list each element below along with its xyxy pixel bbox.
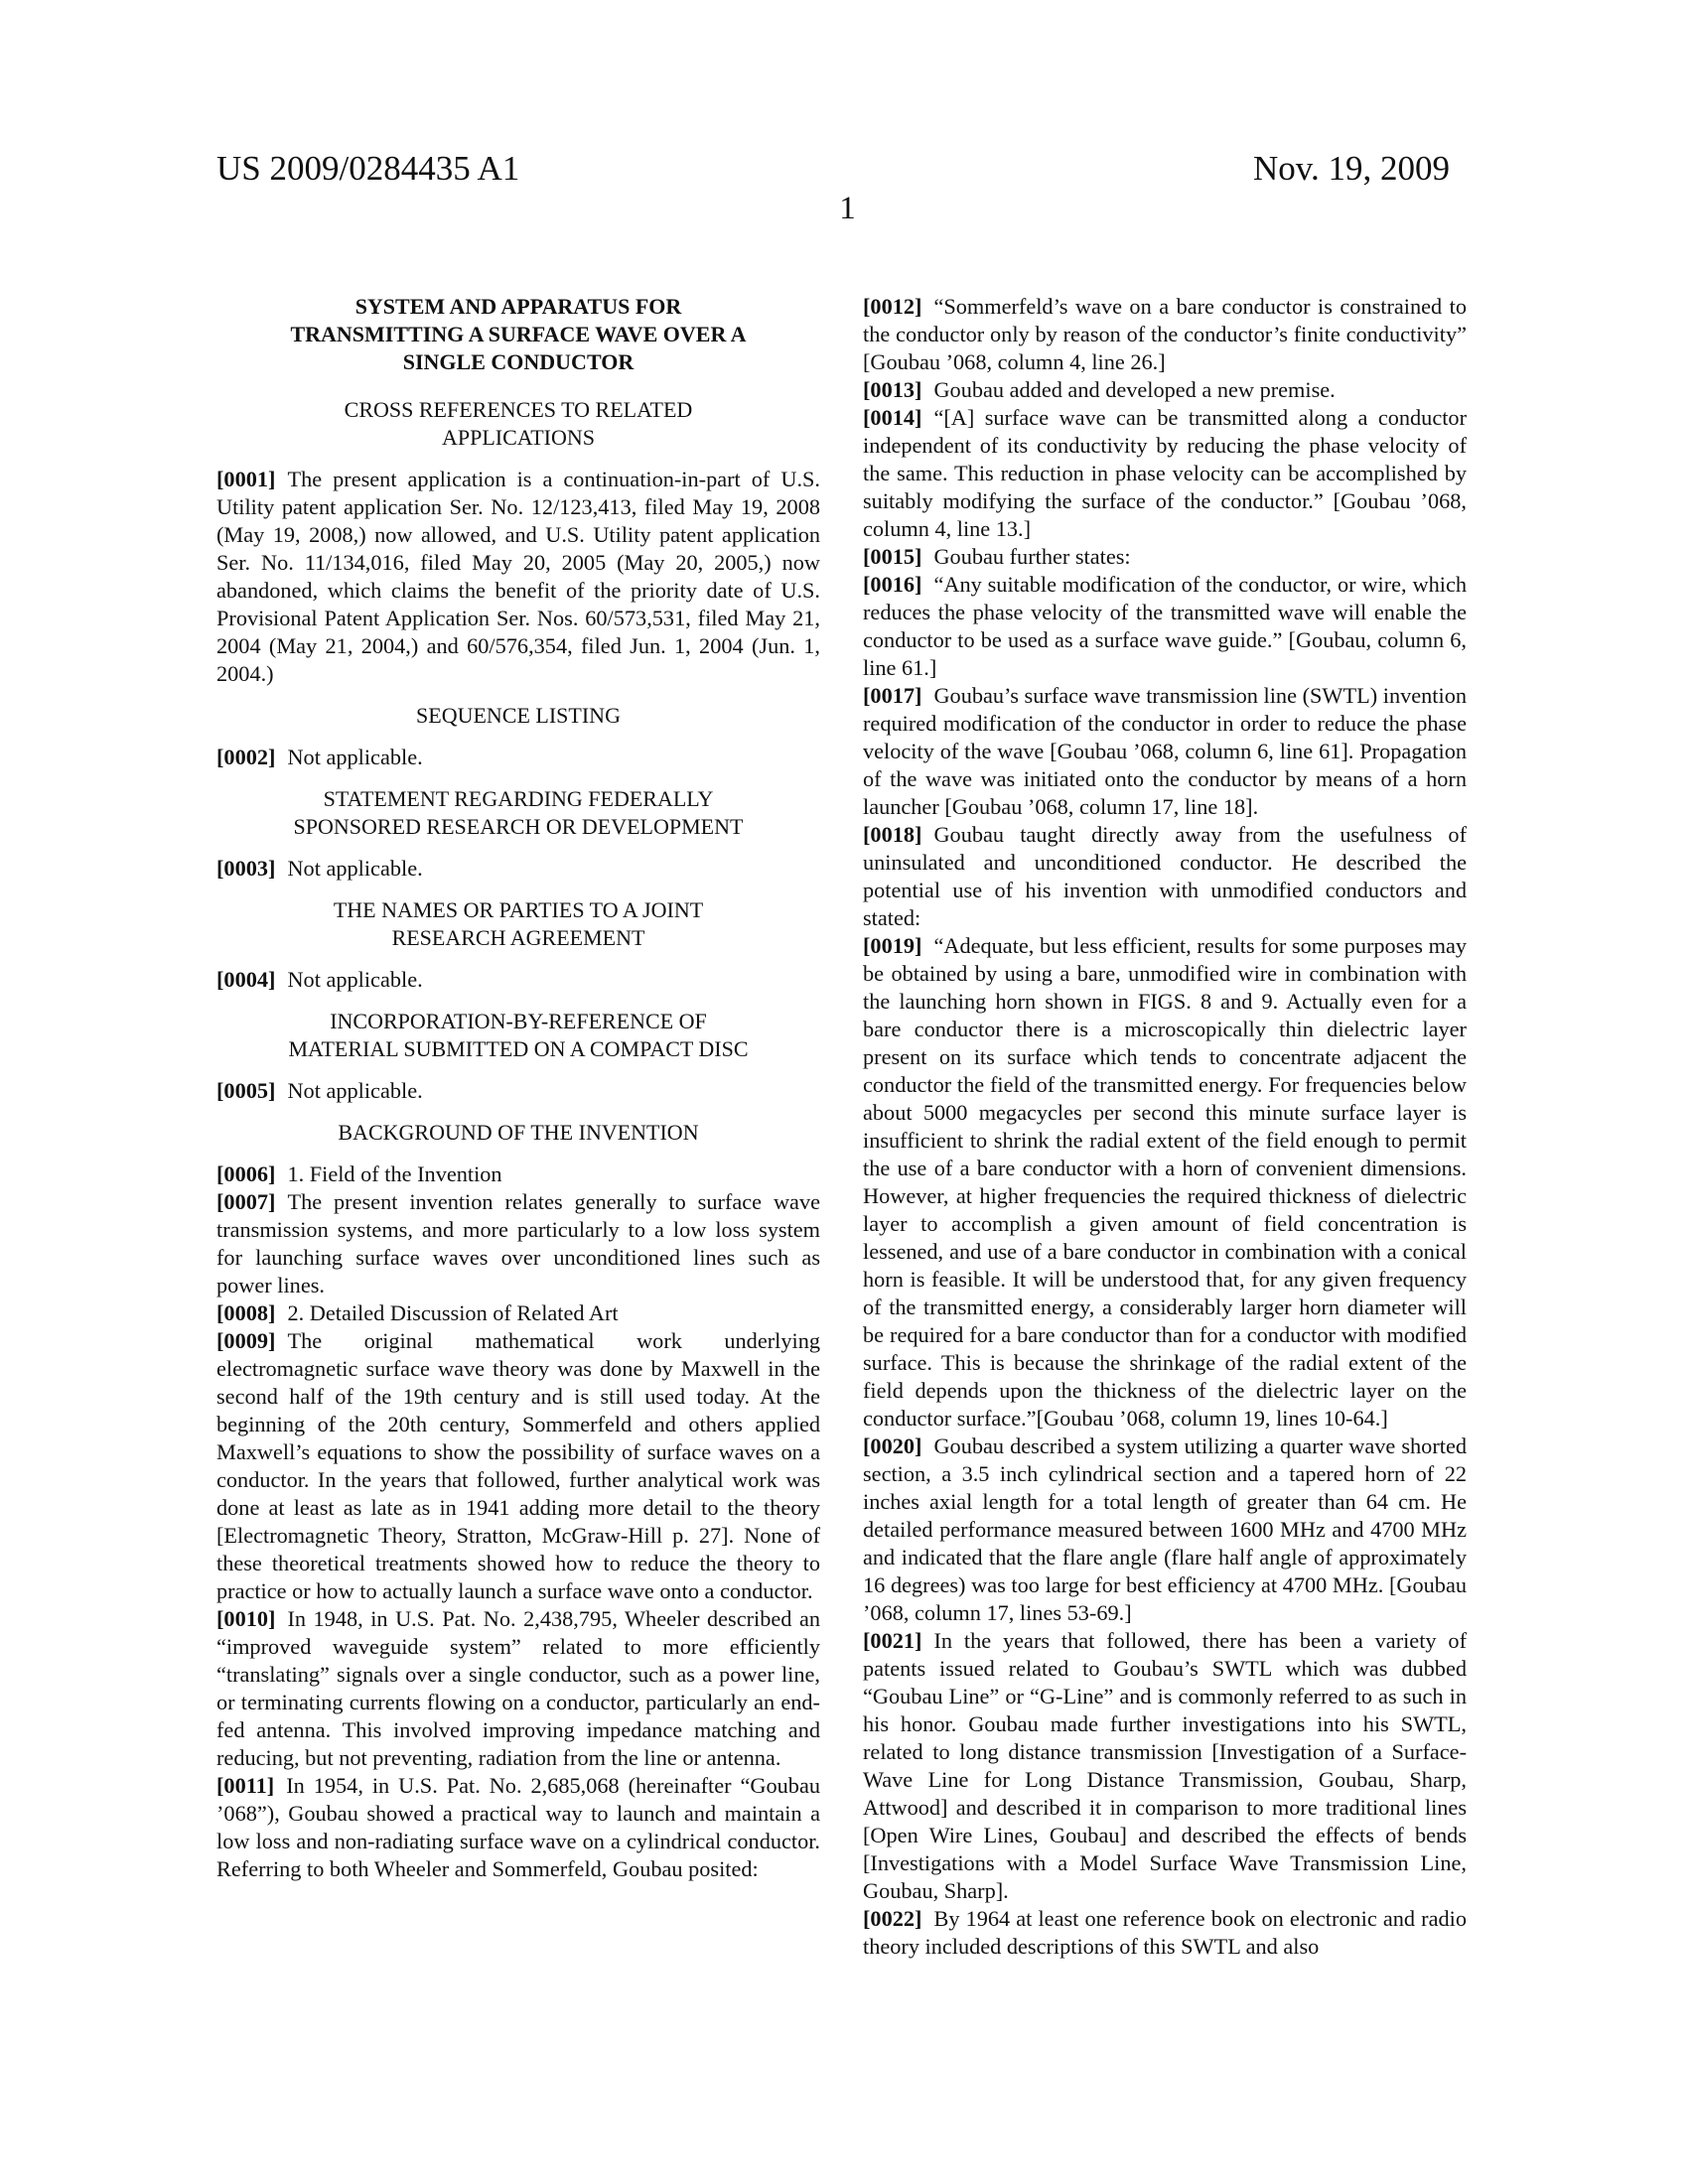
section-heading-background (216, 1119, 820, 1147)
publication-number: US 2009/0284435 A1 (216, 149, 520, 188)
paragraph-0005 (216, 1077, 820, 1105)
page-number: 1 (839, 191, 856, 226)
paragraph-number: [0010] (216, 1606, 276, 1631)
title-line: SYSTEM AND APPARATUS FOR (354, 294, 682, 319)
paragraph-0020 (863, 1433, 1467, 1627)
paragraph-text: Not applicable. (287, 967, 423, 992)
left-column (216, 293, 820, 1883)
paragraph-0008 (216, 1299, 820, 1327)
publication-date: Nov. 19, 2009 (1252, 149, 1450, 188)
paragraph-number: [0002] (216, 745, 276, 769)
document-title (216, 293, 820, 376)
title-line: TRANSMITTING A SURFACE WAVE OVER A (290, 322, 747, 346)
paragraph-number: [0007] (216, 1189, 276, 1214)
paragraph-text: In 1948, in U.S. Pat. No. 2,438,795, Wheeler described an “improved waveguide system” related to more efficiently “translating” signals over a single conductor, such as a power line, or terminating currents flowing on a conductor, particularly an end-fed antenna. This involved improving impedance matching and reducing, but not preventing, radiation from the line or antenna. (216, 1606, 820, 1770)
paragraph-number: [0020] (863, 1433, 922, 1458)
paragraph-text: “Sommerfeld’s wave on a bare conductor is constrained to the conductor only by reason of the conductor’s finite conductivity” [Goubau ’068, column 4, line 26.] (863, 294, 1467, 374)
heading-line: INCORPORATION-BY-REFERENCE OF (330, 1009, 707, 1033)
paragraph-0015 (863, 543, 1467, 571)
paragraph-number: [0001] (216, 467, 276, 491)
paragraph-0016 (863, 571, 1467, 682)
paragraph-text: The original mathematical work underlying electromagnetic surface wave theory was done by Maxwell in the second half of the 19th century and is still used today. At the beginning of the 20th century, Sommerfeld and others applied Maxwell’s equations to show the possibility of surface waves on a conductor. In the years that followed, further analytical work was done at least as late as in 1941 adding more detail to the theory [Electromagnetic Theory, Stratton, McGraw-Hill p. 27]. None of these theoretical treatments showed how to reduce the theory to practice or how to actually launch a surface wave onto a conductor. (216, 1328, 820, 1603)
paragraph-0022 (863, 1905, 1467, 1961)
paragraph-text: Goubau added and developed a new premise. (933, 377, 1336, 402)
paragraph-0012 (863, 293, 1467, 376)
paragraph-0009 (216, 1327, 820, 1605)
paragraph-text: The present invention relates generally to surface wave transmission systems, and more particularly to a low loss system for launching surface waves over unconditioned lines such as power lines. (216, 1189, 820, 1297)
paragraph-text: Not applicable. (287, 745, 423, 769)
heading-line: BACKGROUND OF THE INVENTION (338, 1120, 699, 1145)
paragraph-0004 (216, 966, 820, 994)
paragraph-0002 (216, 744, 820, 771)
paragraph-text: In 1954, in U.S. Pat. No. 2,685,068 (hereinafter “Goubau ’068”), Goubau showed a practical way to launch and maintain a low loss and non-radiating surface wave on a cylindrical conductor. Referring to both Wheeler and Sommerfeld, Goubau posited: (216, 1773, 820, 1881)
title-line: SINGLE CONDUCTOR (402, 349, 635, 374)
paragraph-text: Not applicable. (287, 856, 423, 881)
section-heading-joint-research (216, 896, 820, 952)
paragraph-number: [0021] (863, 1628, 922, 1653)
paragraph-text: “Adequate, but less efficient, results for some purposes may be obtained by using a bare, unmodified wire in combination with the launching horn shown in FIGS. 8 and 9. Actually even for a bare conductor there is a microscopically thin dielectric layer present on its surface which tends to concentrate adjacent the conductor the field of the transmitted energy. For frequencies below about 5000 megacycles per second this minute surface layer is insufficient to shrink the radial extent of the field enough to permit the use of a bare conductor with a horn of convenient dimensions. However, at higher frequencies the required thickness of dielectric layer to accomplish a given amount of field concentration is lessened, and use of a bare conductor in combination with a conical horn is feasible. It will be understood that, for any given frequency of the transmitted energy, a considerably larger horn diameter will be required for a bare conductor than for a conductor with modified surface. This is because the shrinkage of the radial extent of the field depends upon the thickness of the dielectric layer on the conductor surface.”[Goubau ’068, column 19, lines 10-64.] (863, 933, 1467, 1431)
paragraph-number: [0019] (863, 933, 922, 958)
section-heading-sequence-listing (216, 702, 820, 730)
heading-line: SPONSORED RESEARCH OR DEVELOPMENT (293, 814, 744, 839)
paragraph-text: Goubau further states: (933, 544, 1131, 569)
paragraph-number: [0005] (216, 1078, 276, 1103)
paragraph-number: [0006] (216, 1161, 276, 1186)
paragraph-0014 (863, 404, 1467, 543)
heading-line: MATERIAL SUBMITTED ON A COMPACT DISC (288, 1036, 749, 1061)
paragraph-number: [0014] (863, 405, 922, 430)
heading-line: SEQUENCE LISTING (416, 703, 621, 728)
paragraph-text: “[A] surface wave can be transmitted along a conductor independent of its conductivity by reducing the phase velocity of the same. This reduction in phase velocity can be accomplished by suitably modifying the surface of the conductor.” [Goubau ’068, column 4, line 13.] (863, 405, 1467, 541)
right-column (863, 293, 1467, 1961)
paragraph-text: The present application is a continuation-in-part of U.S. Utility patent application Ser. No. 12/123,413, filed May 19, 2008 (May 19, 2008,) now allowed, and U.S. Utility patent application Ser. No. 11/134,016, filed May 20, 2005 (May 20, 2005,) now abandoned, which claims the benefit of the priority date of U.S. Provisional Patent Application Ser. Nos. 60/573,531, filed May 21, 2004 (May 21, 2004,) and 60/576,354, filed Jun. 1, 2004 (Jun. 1, 2004.) (216, 467, 820, 686)
heading-line: RESEARCH AGREEMENT (391, 925, 645, 950)
section-heading-incorporation (216, 1008, 820, 1063)
paragraph-number: [0012] (863, 294, 922, 319)
paragraph-number: [0017] (863, 683, 922, 708)
paragraph-number: [0013] (863, 377, 922, 402)
paragraph-0017 (863, 682, 1467, 821)
paragraph-0010 (216, 1605, 820, 1772)
paragraph-0013 (863, 376, 1467, 404)
paragraph-0001 (216, 466, 820, 688)
heading-line: APPLICATIONS (441, 425, 596, 450)
paragraph-number: [0009] (216, 1328, 276, 1353)
paragraph-number: [0004] (216, 967, 276, 992)
paragraph-text: Not applicable. (287, 1078, 423, 1103)
paragraph-0018 (863, 821, 1467, 932)
paragraph-number: [0011] (216, 1773, 275, 1798)
paragraph-text: Goubau’s surface wave transmission line (SWTL) invention required modification of the conductor in order to reduce the phase velocity of the wave [Goubau ’068, column 6, line 61]. Propagation of the wave was initiated onto the conductor by means of a horn launcher [Goubau ’068, column 17, line 18]. (863, 683, 1467, 819)
heading-line: CROSS REFERENCES TO RELATED (344, 397, 693, 422)
paragraph-text: “Any suitable modification of the conductor, or wire, which reduces the phase velocity of the transmitted wave will enable the conductor to be used as a surface wave guide.” [Goubau, column 6, line 61.] (863, 572, 1467, 680)
paragraph-text: 2. Detailed Discussion of Related Art (287, 1300, 619, 1325)
paragraph-0006 (216, 1160, 820, 1188)
paragraph-0011 (216, 1772, 820, 1883)
paragraph-number: [0008] (216, 1300, 276, 1325)
paragraph-number: [0015] (863, 544, 922, 569)
paragraph-number: [0018] (863, 822, 922, 847)
paragraph-number: [0022] (863, 1906, 922, 1931)
paragraph-text: In the years that followed, there has been a variety of patents issued related to Goubau’s SWTL which was dubbed “Goubau Line” or “G-Line” and is commonly referred to as such in his honor. Goubau made further investigations into his SWTL, related to long distance transmission [Investigation of a Surface-Wave Line for Long Distance Transmission, Goubau, Sharp, Attwood] and described it in comparison to more traditional lines [Open Wire Lines, Goubau] and described the effects of bends [Investigations with a Model Surface Wave Transmission Line, Goubau, Sharp]. (863, 1628, 1467, 1903)
paragraph-number: [0016] (863, 572, 922, 597)
heading-line: STATEMENT REGARDING FEDERALLY (323, 786, 714, 811)
paragraph-number: [0003] (216, 856, 276, 881)
section-heading-federal-research (216, 785, 820, 841)
paragraph-0019 (863, 932, 1467, 1433)
paragraph-0021 (863, 1627, 1467, 1905)
paragraph-0003 (216, 855, 820, 883)
section-heading-cross-references (216, 396, 820, 452)
heading-line: THE NAMES OR PARTIES TO A JOINT (333, 897, 704, 922)
paragraph-text: 1. Field of the Invention (287, 1161, 502, 1186)
paragraph-text: By 1964 at least one reference book on electronic and radio theory included descriptions of this SWTL and also (863, 1906, 1467, 1959)
paragraph-text: Goubau described a system utilizing a quarter wave shorted section, a 3.5 inch cylindrical section and a tapered horn of 22 inches axial length for a total length of greater than 64 cm. He detailed performance measured between 1600 MHz and 4700 MHz and indicated that the flare angle (flare half angle of approximately 16 degrees) was too large for best efficiency at 4700 MHz. [Goubau ’068, column 17, lines 53-69.] (863, 1433, 1467, 1625)
paragraph-text: Goubau taught directly away from the usefulness of uninsulated and unconditioned conductor. He described the potential use of his invention with unmodified conductors and stated: (863, 822, 1467, 930)
paragraph-0007 (216, 1188, 820, 1299)
